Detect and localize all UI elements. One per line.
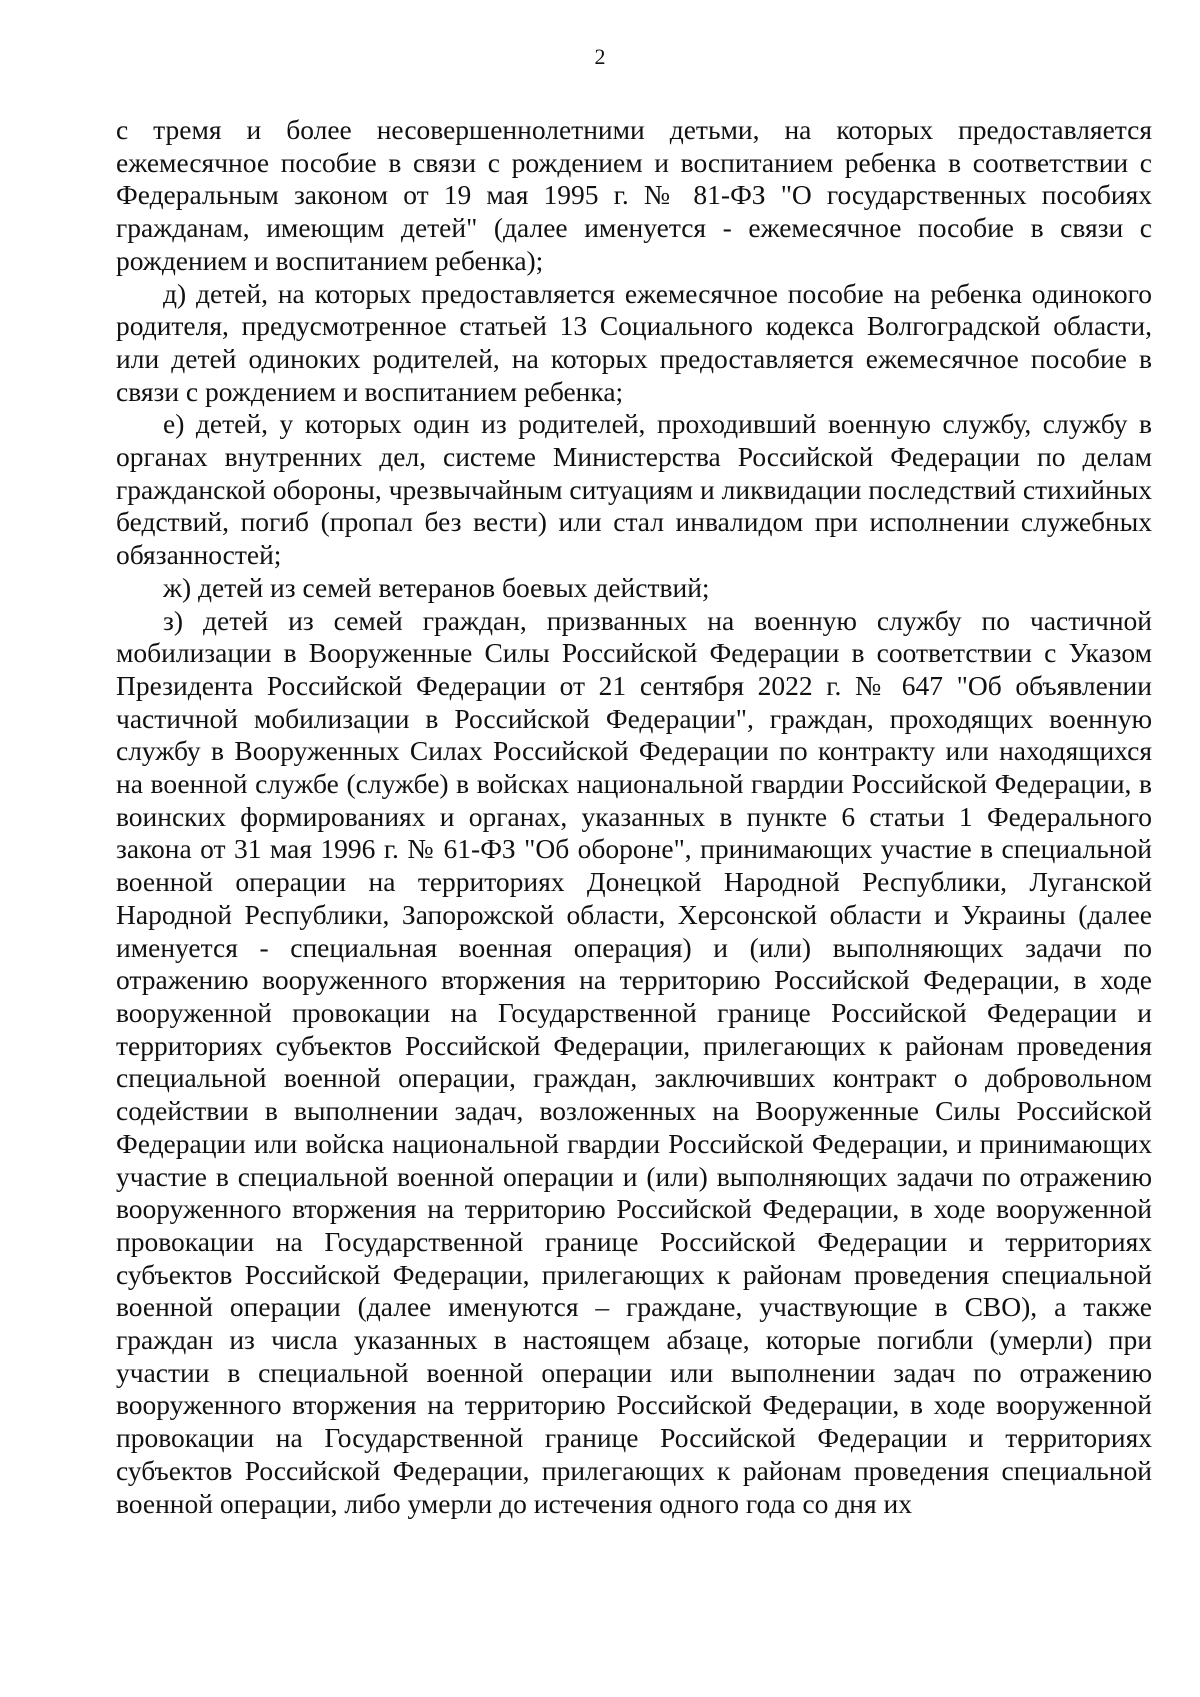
paragraph-item-z: з) детей из семей граждан, призванных на военную службу по частичной мобилизации в Вооруженные Силы Российской Федерации в соответствии с Указом Президента Российской Федерации от 21 сентября 2022 г. № 647 "Об объявлении частичной мобилизации в Российской Федерации", граждан, проходящих военную службу в Вооруженных Силах Российской Федерации по контракту или находящихся на военной службе (службе) в войсках национальной гвардии Российской Федерации, в воинских формированиях и органах, указанных в пункте 6 статьи 1 Федерального закона от 31 мая 1996 г. № 61-ФЗ "Об обороне", принимающих участие в специальной военной операции на территориях Донецкой Народной Республики, Луганской Народной Республики, Запорожской области, Херсонской области и Украины (далее именуется - специальная военная операция) и (или) выполняющих задачи по отражению вооруженного вторжения на территорию Российской Федерации, в ходе вооруженной провокации на Государственной границе Российской Федерации и территориях субъектов Российской Федерации, прилегающих к районам проведения специальной военной операции, граждан, заключивших контракт о добровольном содействии в выполнении задач, возложенных на Вооруженные Силы Российской Федерации или войска национальной гвардии Российской Федерации, и принимающих участие в специальной военной операции и (или) выполняющих задачи по отражению вооруженного вторжения на территорию Российской Федерации, в ходе вооруженной провокации на Государственной границе Российской Федерации и территориях субъектов Российской Федерации, прилегающих к районам проведения специальной военной операции (далее именуются – граждане, участвующие в СВО), а также граждан из числа указанных в настоящем абзаце, которые погибли (умерли) при участии в специальной военной операции или выполнении задач по отражению вооруженного вторжения на территорию Российской Федерации, в ходе вооруженной провокации на Государственной границе Российской Федерации и территориях субъектов Российской Федерации, прилегающих к районам проведения специальной военной операции, либо умерли до истечения одного года со дня их xyxy=(116,604,1152,1519)
paragraph-item-d: д) детей, на которых предоставляется ежемесячное пособие на ребенка одинокого родителя, предусмотренное статьей 13 Социального кодекса Волгоградской области, или детей одиноких родителей, на которых предоставляется ежемесячное пособие в связи с рождением и воспитанием ребенка; xyxy=(116,277,1152,407)
paragraph-item-e: е) детей, у которых один из родителей, проходивший военную службу, службу в органах внутренних дел, системе Министерства Российской Федерации по делам гражданской обороны, чрезвычайным ситуациям и ликвидации последствий стихийных бедствий, погиб (пропал без вести) или стал инвалидом при исполнении служебных обязанностей; xyxy=(116,408,1152,571)
page-number: 2 xyxy=(594,44,606,69)
document-body xyxy=(116,114,1152,1520)
paragraph-continuation: с тремя и более несовершеннолетними детьми, на которых предоставляется ежемесячное пособие в связи с рождением и воспитанием ребенка в соответствии с Федеральным законом от 19 мая 1995 г. № 81-ФЗ "О государственных пособиях гражданам, имеющим детей" (далее именуется - ежемесячное пособие в связи с рождением и воспитанием ребенка); xyxy=(116,114,1152,276)
paragraph-item-zh: ж) детей из семей ветеранов боевых действий; xyxy=(163,571,710,603)
